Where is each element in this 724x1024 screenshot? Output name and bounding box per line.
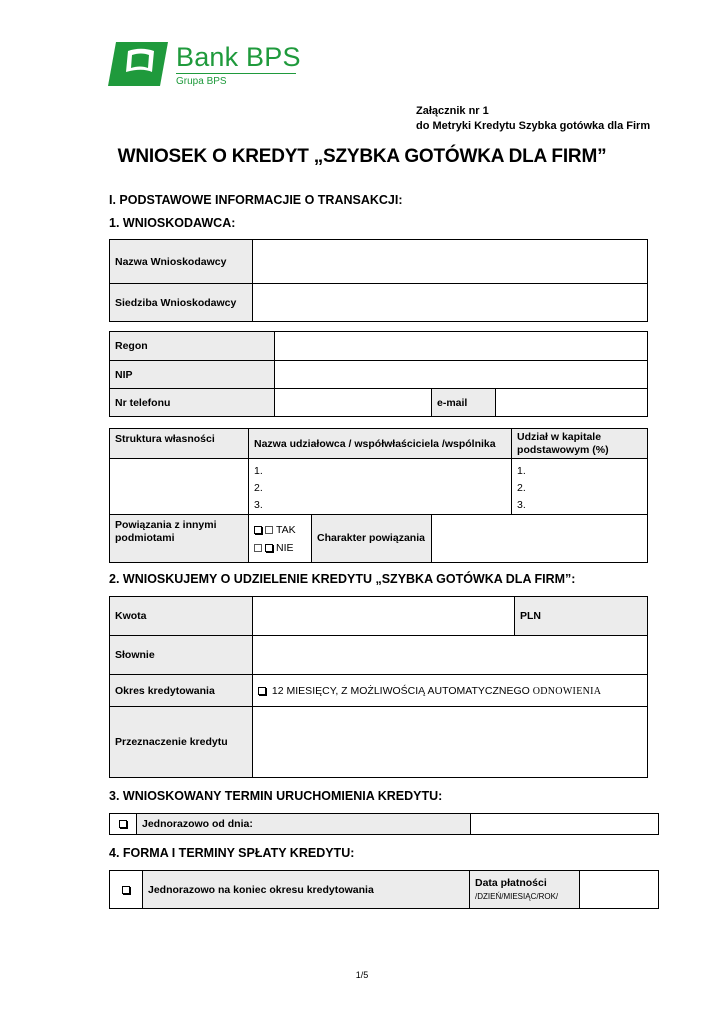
ownership-blank bbox=[110, 459, 249, 515]
ownership-table bbox=[109, 428, 648, 563]
relation-nature-field[interactable] bbox=[432, 515, 648, 563]
amount-words-label: Słownie bbox=[110, 636, 253, 675]
share-row-3: 3. bbox=[517, 499, 526, 511]
applicant-seat-label: Siedziba Wnioskodawcy bbox=[110, 284, 253, 322]
applicant-name-field[interactable] bbox=[253, 240, 648, 284]
amount-label: Kwota bbox=[110, 597, 253, 636]
payment-date-cell bbox=[470, 871, 580, 909]
credit-table bbox=[109, 596, 648, 778]
share-list[interactable] bbox=[512, 459, 648, 515]
currency-label: PLN bbox=[515, 597, 648, 636]
annex-line-1: Załącznik nr 1 bbox=[416, 105, 489, 117]
share-header: Udział w kapitale podstawowym (%) bbox=[512, 429, 648, 459]
section1-subheading: 1. WNIOSKODAWCA: bbox=[109, 216, 236, 230]
yes-label: TAK bbox=[276, 523, 296, 536]
amount-field[interactable] bbox=[253, 597, 515, 636]
shareholder-row-3: 3. bbox=[254, 499, 263, 511]
shareholder-row-2: 2. bbox=[254, 482, 263, 494]
regon-label: Regon bbox=[110, 332, 275, 361]
payment-date-format: /DZIEŃ/MIESIĄC/ROK/ bbox=[475, 891, 559, 901]
checkbox-icon[interactable] bbox=[119, 820, 127, 828]
phone-field[interactable] bbox=[275, 389, 432, 417]
nip-field[interactable] bbox=[275, 361, 648, 389]
period-option-text: 12 MIESIĘCY, Z MOŻLIWOŚCIĄ AUTOMATYCZNEGO bbox=[271, 684, 530, 697]
start-date-checkbox-cell[interactable] bbox=[110, 814, 137, 835]
checkbox-icon bbox=[265, 526, 273, 534]
applicant-seat-field[interactable] bbox=[253, 284, 648, 322]
start-date-label: Jednorazowo od dnia: bbox=[137, 814, 471, 835]
document-title: WNIOSEK O KREDYT „SZYBKA GOTÓWKA DLA FIRM” bbox=[117, 146, 607, 167]
email-field[interactable] bbox=[496, 389, 648, 417]
email-label: e-mail bbox=[432, 389, 496, 417]
logo-divider bbox=[176, 73, 296, 74]
shareholder-row-1: 1. bbox=[254, 465, 263, 477]
shareholder-header: Nazwa udziałowca / współwłaściciela /wspólnika bbox=[249, 429, 512, 459]
relation-nature-label: Charakter powiązania bbox=[312, 515, 432, 563]
section3-heading: 3. WNIOSKOWANY TERMIN URUCHOMIENIA KREDYTU: bbox=[109, 789, 443, 803]
shareholder-list[interactable] bbox=[249, 459, 512, 515]
share-row-2: 2. bbox=[517, 482, 526, 494]
checkbox-icon[interactable] bbox=[265, 544, 273, 552]
section1-heading: I. PODSTAWOWE INFORMACJIE O TRANSAKCJI: bbox=[109, 193, 403, 207]
repayment-checkbox-cell[interactable] bbox=[110, 871, 143, 909]
phone-label: Nr telefonu bbox=[110, 389, 275, 417]
checkbox-icon[interactable] bbox=[122, 886, 130, 894]
nip-label: NIP bbox=[110, 361, 275, 389]
repayment-label: Jednorazowo na koniec okresu kredytowania bbox=[143, 871, 470, 909]
bank-logo bbox=[108, 42, 308, 92]
section2-heading: 2. WNIOSKUJEMY O UDZIELENIE KREDYTU „SZYBKA GOTÓWKA DLA FIRM”: bbox=[109, 572, 576, 586]
page-number: 1/5 bbox=[355, 970, 369, 980]
bank-name: Bank BPS bbox=[176, 42, 301, 72]
relations-no-option[interactable] bbox=[254, 539, 306, 557]
no-label: NIE bbox=[276, 541, 294, 554]
amount-words-field[interactable] bbox=[253, 636, 648, 675]
relations-label: Powiązania z innymi podmiotami bbox=[110, 515, 249, 563]
section4-heading: 4. FORMA I TERMINY SPŁATY KREDYTU: bbox=[109, 846, 355, 860]
bank-group: Grupa BPS bbox=[176, 76, 227, 87]
annex-note bbox=[416, 104, 650, 134]
repayment-table bbox=[109, 870, 659, 909]
relations-yes-option[interactable] bbox=[254, 521, 306, 539]
purpose-field[interactable] bbox=[253, 707, 648, 778]
purpose-label: Przeznaczenie kredytu bbox=[110, 707, 253, 778]
bank-bps-logo-icon bbox=[108, 42, 168, 86]
applicant-name-label: Nazwa Wnioskodawcy bbox=[110, 240, 253, 284]
period-label: Okres kredytowania bbox=[110, 675, 253, 707]
start-date-table bbox=[109, 813, 659, 835]
period-option[interactable] bbox=[253, 675, 648, 707]
checkbox-icon[interactable] bbox=[258, 687, 266, 695]
payment-date-label: Data płatności bbox=[475, 876, 547, 889]
checkbox-icon[interactable] bbox=[254, 526, 262, 534]
identifiers-table bbox=[109, 331, 648, 417]
share-row-1: 1. bbox=[517, 465, 526, 477]
checkbox-icon bbox=[254, 544, 262, 552]
start-date-field[interactable] bbox=[471, 814, 659, 835]
relations-options bbox=[249, 515, 312, 563]
period-option-tail: ODNOWIENIA bbox=[532, 685, 602, 697]
applicant-table bbox=[109, 239, 648, 322]
annex-line-2: do Metryki Kredytu Szybka gotówka dla Firm bbox=[416, 120, 651, 132]
payment-date-field[interactable] bbox=[580, 871, 659, 909]
ownership-label: Struktura własności bbox=[110, 429, 249, 459]
regon-field[interactable] bbox=[275, 332, 648, 361]
